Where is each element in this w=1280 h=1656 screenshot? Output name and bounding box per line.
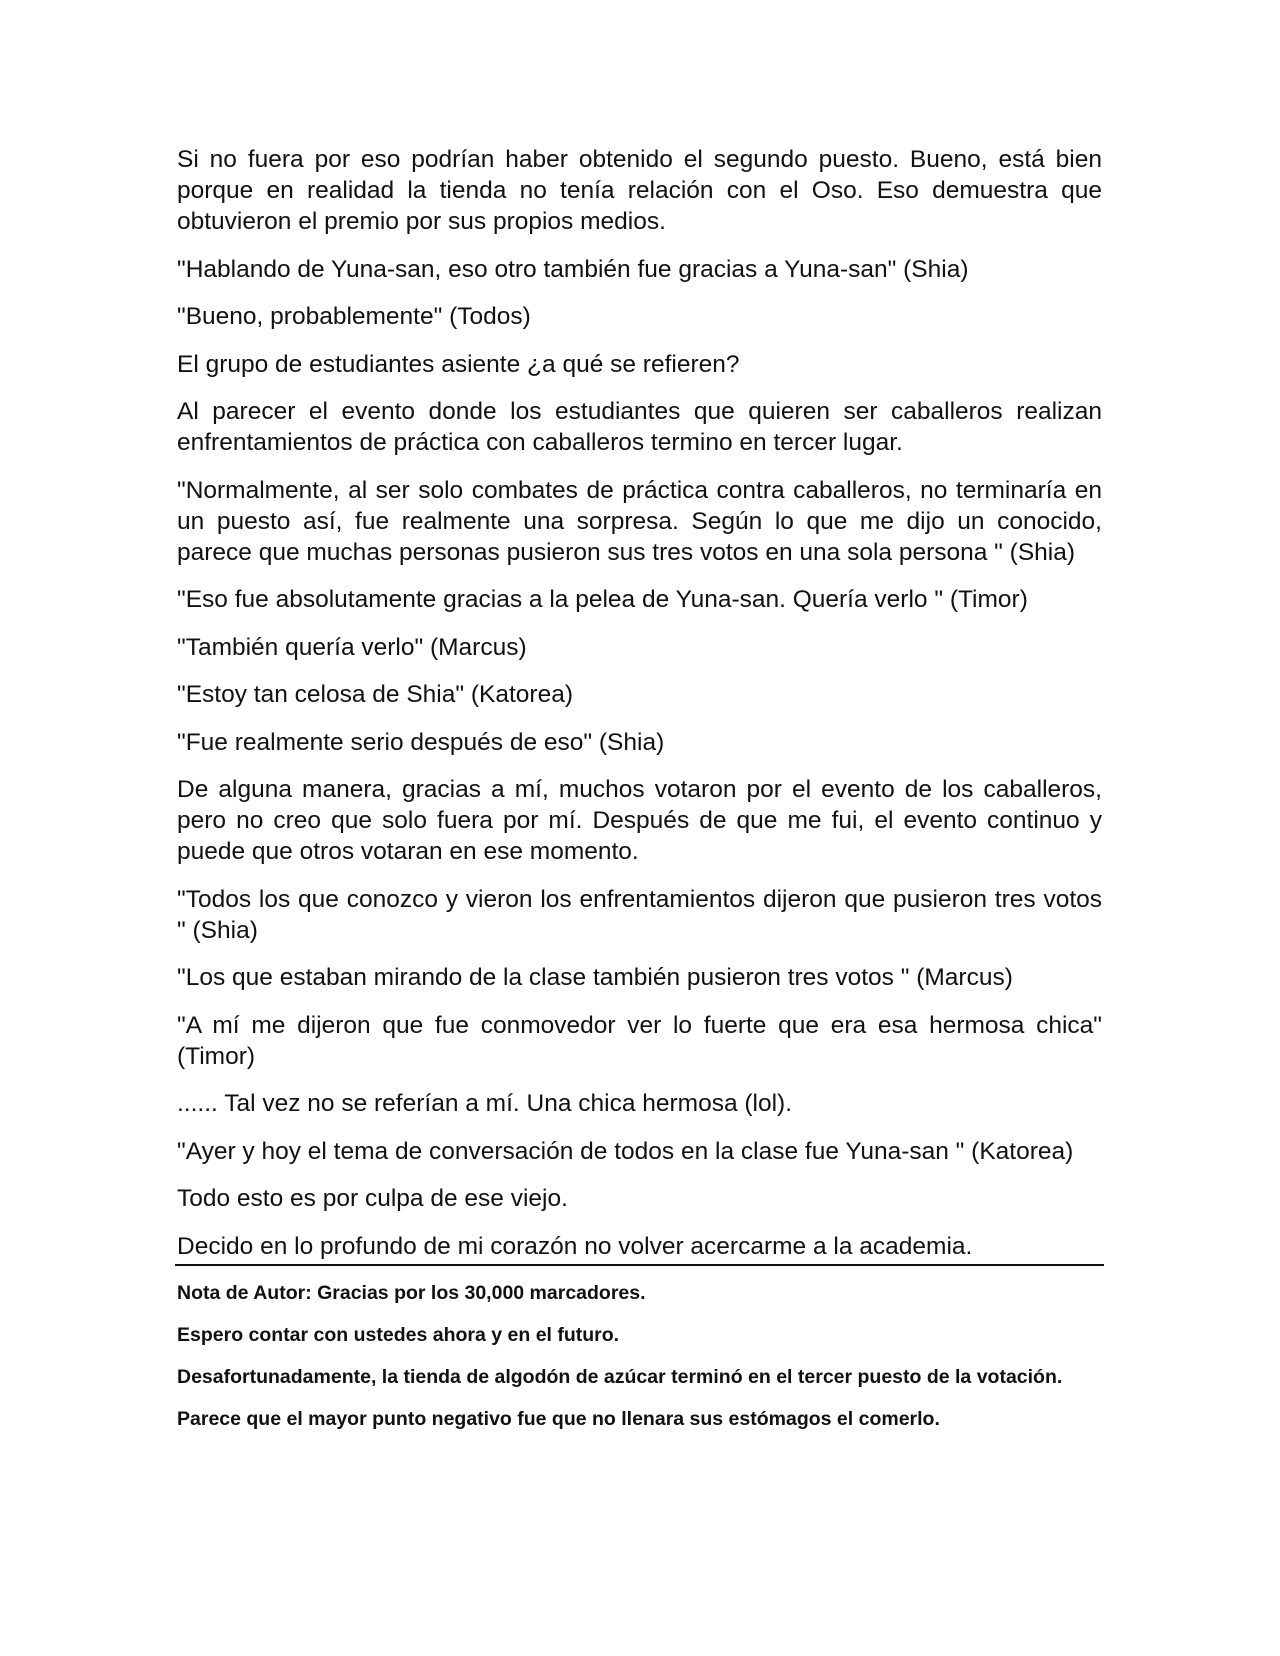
paragraph: El grupo de estudiantes asiente ¿a qué se refieren? <box>177 350 740 378</box>
document-page <box>177 144 1102 1448</box>
author-note: Parece que el mayor punto negativo fue que no llenara sus estómagos el comerlo. <box>177 1408 940 1430</box>
section-divider <box>175 1264 1104 1266</box>
paragraph: "Normalmente, al ser solo combates de práctica contra caballeros, no terminaría en un puesto así, fue realmente una sorpresa. Según lo que me dijo un conocido, parece que muchas personas pusieron sus tres votos en una sola persona " (Shia) <box>177 476 1102 566</box>
paragraph: "Los que estaban mirando de la clase también pusieron tres votos " (Marcus) <box>177 964 1013 991</box>
author-note: Desafortunadamente, la tienda de algodón de azúcar terminó en el tercer puesto de la votación. <box>177 1366 1063 1388</box>
paragraph: Al parecer el evento donde los estudiantes que quieren ser caballeros realizan enfrentamientos de práctica con caballeros termino en tercer lugar. <box>177 398 1102 456</box>
paragraph: ...... Tal vez no se referían a mí. Una chica hermosa (lol). <box>177 1090 793 1117</box>
paragraph: "Estoy tan celosa de Shia" (Katorea) <box>177 681 573 708</box>
author-note: Espero contar con ustedes ahora y en el futuro. <box>177 1324 620 1346</box>
paragraph: "Bueno, probablemente" (Todos) <box>177 303 531 330</box>
paragraph: De alguna manera, gracias a mí, muchos votaron por el evento de los caballeros, pero no creo que solo fuera por mí. Después de que me fui, el evento continuo y puede que otros votaran en ese momento. <box>177 776 1102 865</box>
paragraph: "Fue realmente serio después de eso" (Shia) <box>177 728 665 756</box>
paragraph: Decido en lo profundo de mi corazón no volver acercarme a la academia. <box>177 1232 973 1260</box>
paragraph: "Eso fue absolutamente gracias a la pelea de Yuna-san. Quería verlo " (Timor) <box>177 586 1028 613</box>
paragraph: Todo esto es por culpa de ese viejo. <box>177 1185 568 1212</box>
paragraph: "También quería verlo" (Marcus) <box>177 633 527 661</box>
paragraph: "A mí me dijeron que fue conmovedor ver lo fuerte que era esa hermosa chica" (Timor) <box>177 1011 1102 1070</box>
author-notes <box>177 1280 1102 1432</box>
paragraph: "Todos los que conozco y vieron los enfrentamientos dijeron que pusieron tres votos " (Shia) <box>177 885 1102 944</box>
paragraph: "Ayer y hoy el tema de conversación de todos en la clase fue Yuna-san " (Katorea) <box>177 1137 1074 1165</box>
author-note: Nota de Autor: Gracias por los 30,000 marcadores. <box>177 1282 646 1304</box>
paragraph: Si no fuera por eso podrían haber obtenido el segundo puesto. Bueno, está bien porque en realidad la tienda no tenía relación con el Oso. Eso demuestra que obtuvieron el premio por sus propios medios. <box>177 146 1102 235</box>
paragraph: "Hablando de Yuna-san, eso otro también fue gracias a Yuna-san" (Shia) <box>177 255 969 283</box>
